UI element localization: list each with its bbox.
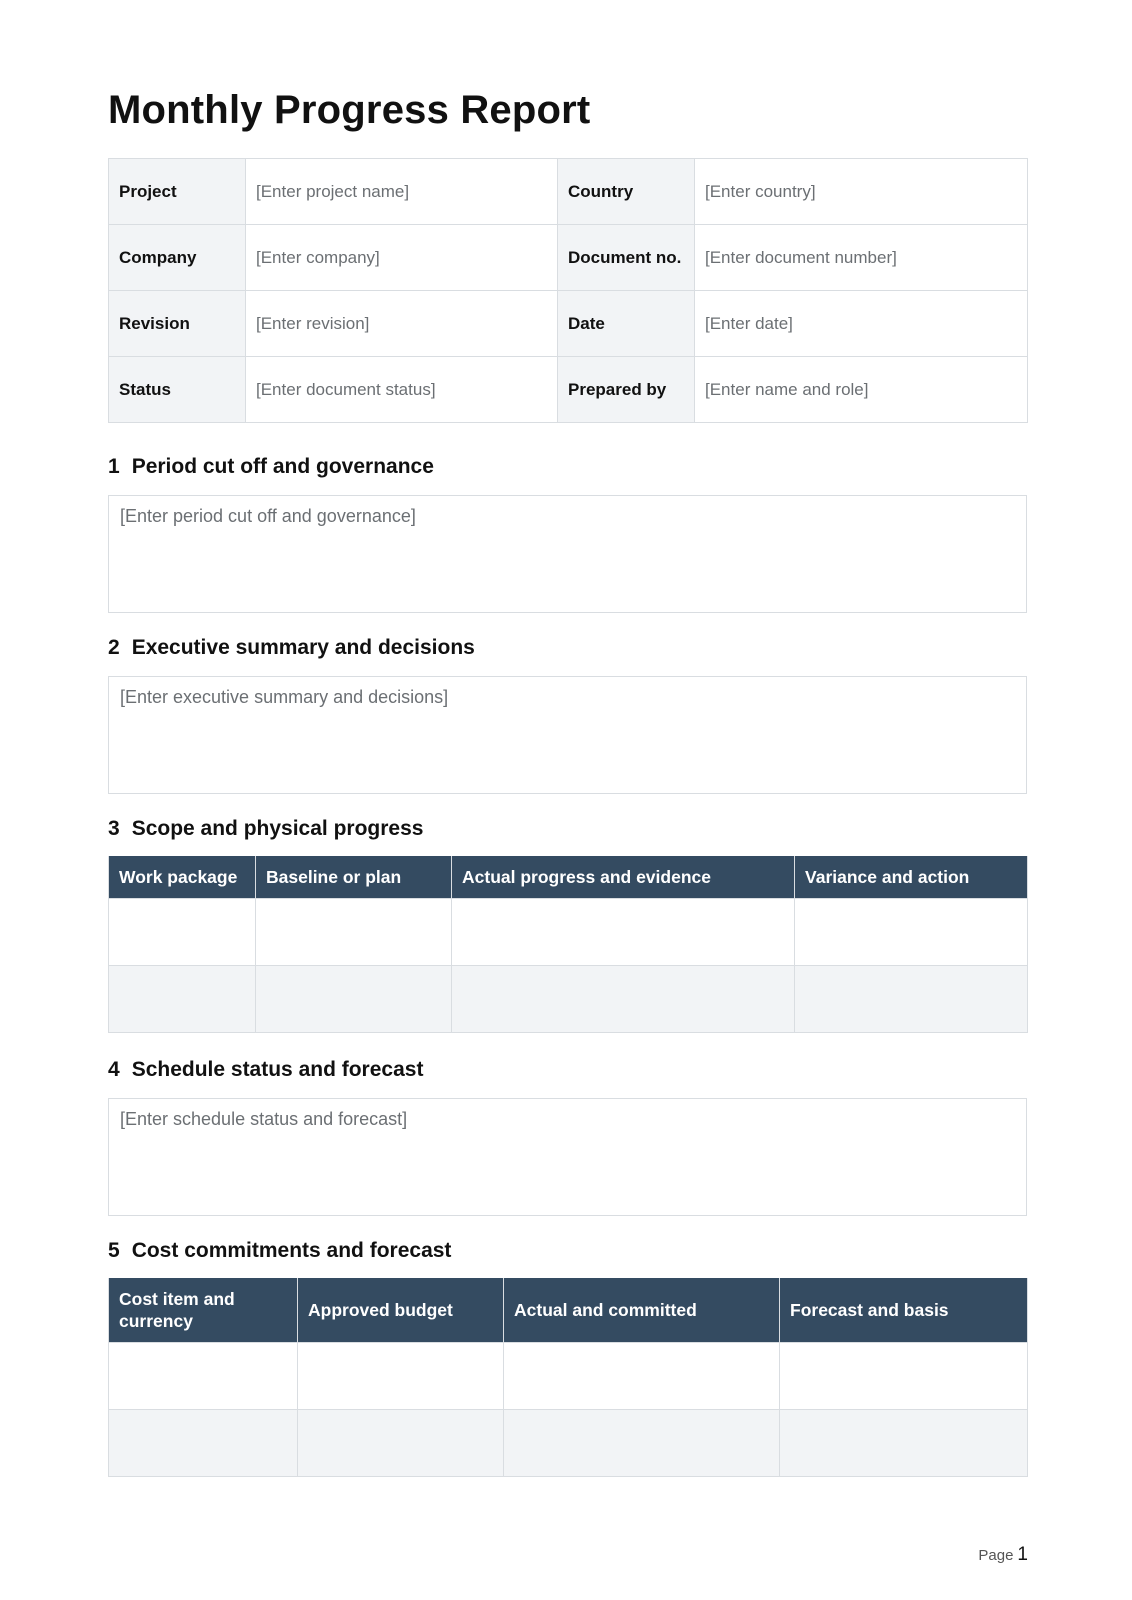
section-title: Scope and physical progress [131,817,424,840]
table-row [109,965,1028,1032]
prepared-by-field[interactable]: [Enter name and role] [695,357,1028,423]
table-row [109,159,1028,225]
section-number: 2 [108,636,120,659]
table-row [109,291,1028,357]
column-header: Forecast and basis [780,1278,1028,1342]
section-number: 3 [108,817,120,840]
table-cell[interactable] [109,1409,298,1476]
status-label: Status [109,357,246,423]
country-field[interactable]: [Enter country] [695,159,1028,225]
table-cell[interactable] [109,965,256,1032]
section-3-heading [108,817,423,841]
date-label: Date [558,291,695,357]
table-row [109,357,1028,423]
table-cell[interactable] [298,1409,504,1476]
table-cell[interactable] [504,1342,780,1409]
project-field[interactable]: [Enter project name] [246,159,558,225]
document-no-field[interactable]: [Enter document number] [695,225,1028,291]
table-cell[interactable] [504,1409,780,1476]
column-header: Cost item and currency [109,1278,298,1342]
column-header: Approved budget [298,1278,504,1342]
table-cell[interactable] [109,898,256,965]
document-no-label: Document no. [558,225,695,291]
company-label: Company [109,225,246,291]
executive-summary-textbox[interactable]: [Enter executive summary and decisions] [108,676,1027,794]
page-title: Monthly Progress Report [108,88,591,132]
table-row [109,898,1028,965]
table-row [109,1342,1028,1409]
section-number: 4 [108,1058,120,1081]
date-field[interactable]: [Enter date] [695,291,1028,357]
scope-progress-table [108,856,1028,1033]
page-footer [978,1544,1028,1566]
page-number: 1 [1017,1544,1028,1565]
section-title: Cost commitments and forecast [131,1239,452,1262]
column-header: Variance and action [795,856,1028,898]
column-header: Actual progress and evidence [452,856,795,898]
table-cell[interactable] [452,965,795,1032]
column-header: Baseline or plan [256,856,452,898]
project-label: Project [109,159,246,225]
section-title: Schedule status and forecast [131,1058,424,1081]
table-cell[interactable] [109,1342,298,1409]
section-title: Executive summary and decisions [131,636,475,659]
table-header-row [109,856,1028,898]
company-field[interactable]: [Enter company] [246,225,558,291]
table-cell[interactable] [795,965,1028,1032]
status-field[interactable]: [Enter document status] [246,357,558,423]
section-1-heading [108,455,434,479]
cost-forecast-table [108,1278,1028,1477]
table-cell[interactable] [452,898,795,965]
page-label: Page [978,1547,1014,1564]
schedule-status-textbox[interactable]: [Enter schedule status and forecast] [108,1098,1027,1216]
table-row [109,1409,1028,1476]
table-cell[interactable] [256,965,452,1032]
revision-field[interactable]: [Enter revision] [246,291,558,357]
column-header: Actual and committed [504,1278,780,1342]
section-2-heading [108,636,475,660]
table-cell[interactable] [795,898,1028,965]
table-cell[interactable] [256,898,452,965]
section-number: 5 [108,1239,120,1262]
table-row [109,225,1028,291]
header-info-table [108,158,1028,423]
column-header: Work package [109,856,256,898]
revision-label: Revision [109,291,246,357]
table-header-row [109,1278,1028,1342]
section-number: 1 [108,455,120,478]
country-label: Country [558,159,695,225]
table-cell[interactable] [780,1409,1028,1476]
section-title: Period cut off and governance [131,455,434,478]
table-cell[interactable] [780,1342,1028,1409]
section-5-heading [108,1239,451,1263]
table-cell[interactable] [298,1342,504,1409]
period-cutoff-textbox[interactable]: [Enter period cut off and governance] [108,495,1027,613]
prepared-by-label: Prepared by [558,357,695,423]
section-4-heading [108,1058,423,1082]
